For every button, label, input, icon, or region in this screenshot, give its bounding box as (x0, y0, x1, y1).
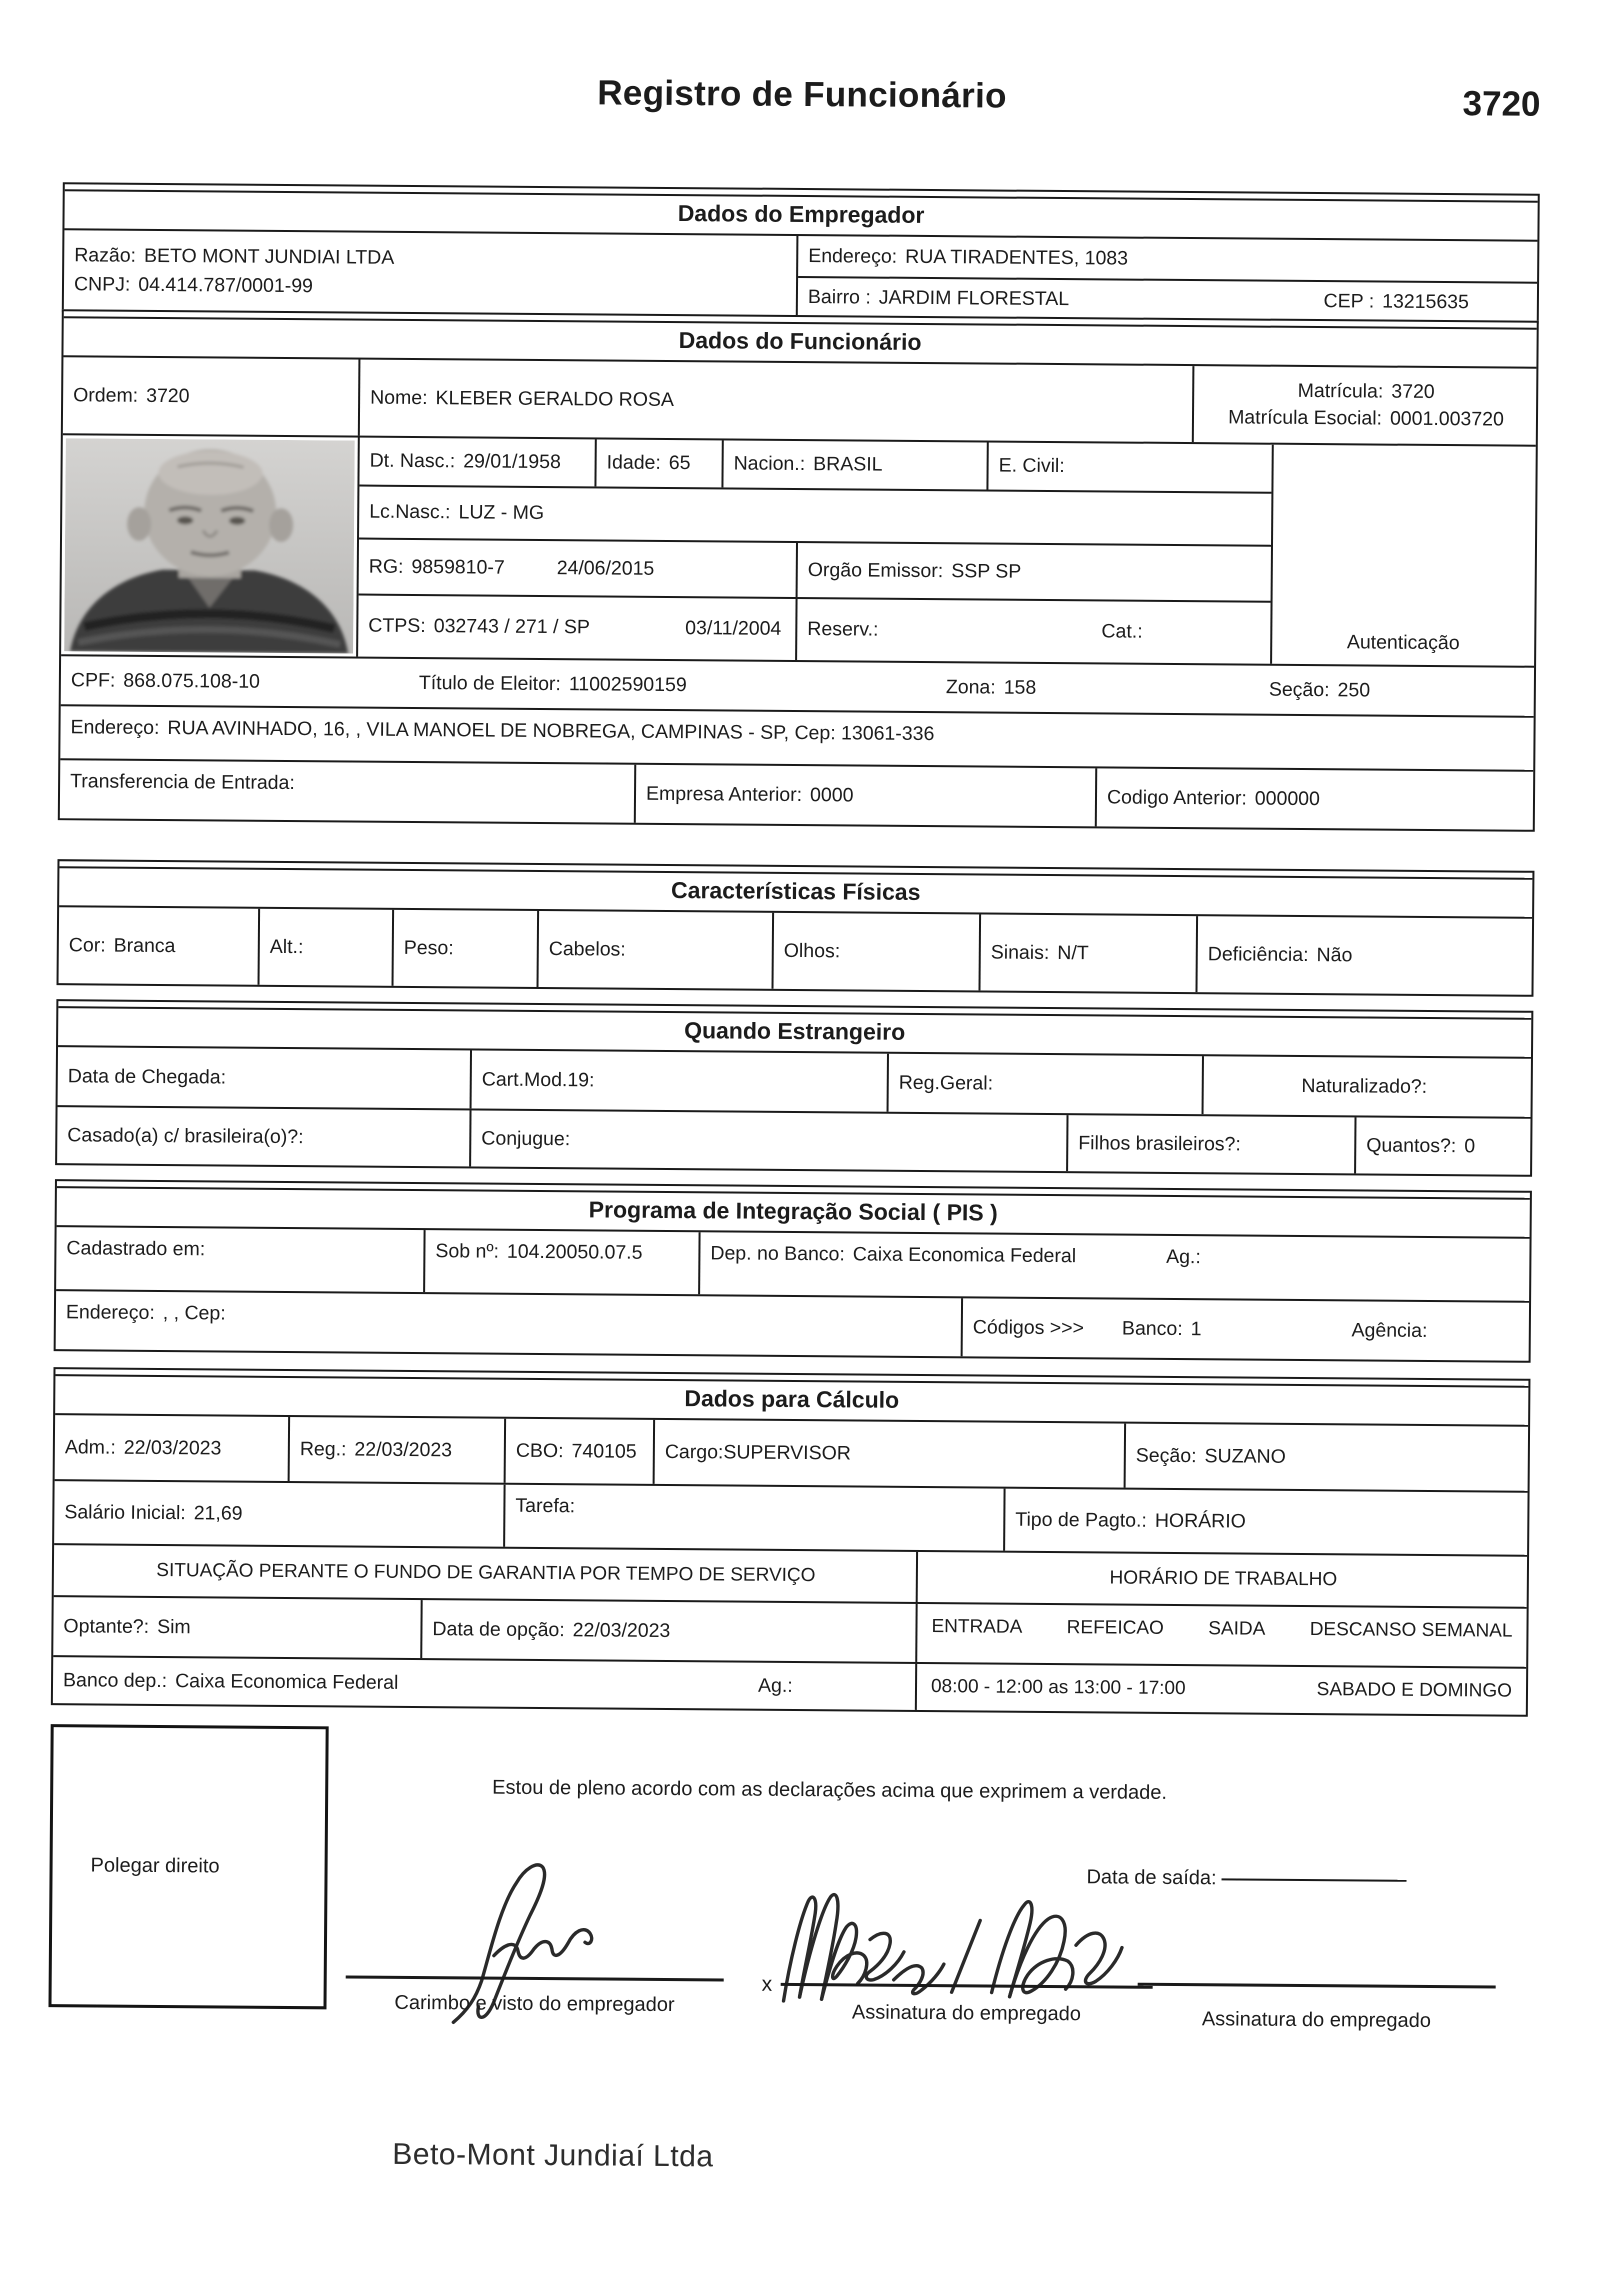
field-dt-nasc: Dt. Nasc.: 29/01/1958 (369, 449, 561, 474)
field-lc-nasc: Lc.Nasc.: LUZ - MG (369, 500, 545, 524)
field-cadastrado-em: Cadastrado em: (66, 1237, 206, 1261)
field-filhos-brasileiros: Filhos brasileiros?: (1066, 1115, 1354, 1173)
field-pis-endereco: Endereço: , , Cep: (65, 1301, 226, 1325)
field-matricula-esocial: Matrícula Esocial: 0001.003720 (1228, 406, 1504, 431)
field-matricula-block (1192, 366, 1537, 445)
field-reservista: Reserv.: (807, 618, 879, 641)
field-razao: Razão: BETO MONT JUNDIAI LTDA (74, 244, 395, 269)
employee-signature (773, 1879, 1129, 2022)
field-sinais: Sinais: N/T (978, 914, 1196, 992)
field-orgao-emissor: Orgão Emissor: SSP SP (796, 543, 1271, 601)
empregador-right-column (796, 236, 1538, 322)
header-refeicao: REFEICAO (1066, 1617, 1164, 1639)
employee-signature-label-1: Assinatura do empregado (851, 2001, 1082, 2026)
data-saida-line (1222, 1878, 1407, 1881)
declaration-text: Estou de pleno acordo com as declarações acima que exprimem a verdade. (492, 1776, 1168, 1804)
section-title-funcionario: Dados do Funcionário (63, 318, 1536, 369)
document-number: 3720 (1462, 84, 1541, 124)
field-ctps: CTPS: 032743 / 271 / SP 03/11/2004 (368, 614, 782, 640)
field-pis-agencia-dep: Ag.: (1166, 1245, 1201, 1269)
field-bairro-cep: Bairro : JARDIM FLORESTAL CEP : 13215635 (798, 276, 1537, 322)
field-empresa-anterior: Empresa Anterior: 0000 (634, 765, 1095, 827)
horario-valores (915, 1664, 1526, 1715)
field-sob-numero: Sob nº: 104.20050.07.5 (423, 1230, 698, 1294)
footer-company-name: Beto-Mont Jundiaí Ltda (392, 2137, 714, 2174)
field-endereco-funcionario: Endereço: RUA AVINHADO, 16, , VILA MANOEL DE NOBREGA, CAMPINAS - SP, Cep: 13061-336 (70, 716, 935, 746)
field-cep: CEP : 13215635 (1323, 289, 1470, 313)
section-title-pis: Programa de Integração Social ( PIS ) (57, 1188, 1530, 1239)
field-naturalizado: Naturalizado?: (1202, 1056, 1531, 1117)
field-cnpj: CNPJ: 04.414.787/0001-99 (73, 273, 314, 298)
field-dep-banco: Dep. no Banco: Caixa Economica Federal Ag.: (698, 1232, 1529, 1301)
codigos-label: Códigos >>> (972, 1315, 1085, 1339)
section-pis (54, 1179, 1532, 1363)
funcionario-mid-grid (356, 438, 1272, 664)
field-endereco-empregador: Endereço: RUA TIRADENTES, 1083 (808, 244, 1129, 270)
field-conjugue: Conjugue: (469, 1110, 1066, 1171)
employee-photo-image (64, 438, 355, 653)
employee-signature-label-2: Assinatura do empregado (1201, 2008, 1432, 2032)
field-altura: Alt.: (258, 909, 393, 986)
employee-photo (61, 435, 358, 656)
field-ctps-data: 03/11/2004 (685, 617, 782, 640)
data-saida-label: Data de saída: (1086, 1866, 1217, 1890)
signature-x-mark: x (761, 1972, 773, 1996)
field-zona: Zona: 158 (945, 676, 1037, 699)
field-data-chegada: Data de Chegada: (67, 1064, 227, 1089)
field-deficiencia: Deficiência: Não (1195, 916, 1532, 995)
horario-trabalho-title: HORÁRIO DE TRABALHO (916, 1552, 1527, 1607)
thumbprint-box (48, 1724, 328, 2009)
field-banco-dep: Banco dep.: Caixa Economica Federal Ag.: (53, 1657, 915, 1710)
header-entrada: ENTRADA (931, 1616, 1023, 1638)
thumbprint-label: Polegar direito (90, 1854, 220, 1878)
field-rg: RG: 9859810-7 24/06/2015 (368, 555, 655, 580)
field-nome: Nome: KLEBER GERALDO ROSA (358, 360, 1193, 443)
field-idade: Idade: 65 (594, 439, 721, 487)
field-cart-mod19: Cart.Mod.19: (470, 1050, 887, 1111)
field-salario-inicial: Salário Inicial: 21,69 (64, 1500, 243, 1525)
field-rg-data: 24/06/2015 (556, 556, 655, 580)
section-quando-estrangeiro (55, 999, 1533, 1177)
field-peso: Peso: (392, 910, 538, 987)
section-title-empregador: Dados do Empregador (64, 191, 1537, 242)
field-cbo: CBO: 740105 (504, 1419, 653, 1484)
field-nacionalidade: Nacion.: BRASIL (721, 440, 986, 489)
field-matricula: Matrícula: 3720 (1297, 379, 1435, 403)
header-saida: SAIDA (1208, 1618, 1266, 1640)
section-title-calculo: Dados para Cálculo (55, 1376, 1528, 1427)
field-optante: Optante?: Sim (63, 1614, 191, 1638)
field-admissao: Adm.: 22/03/2023 (64, 1435, 222, 1459)
employer-signature-label: Carimbo e visto do empregador (394, 1991, 675, 2017)
field-razao-cnpj (64, 230, 797, 316)
field-tipo-pagto: Tipo de Pagto.: HORÁRIO (1003, 1489, 1527, 1555)
autenticacao-box: Autenticação (1270, 445, 1536, 666)
field-cabelos: Cabelos: (537, 911, 773, 989)
horario-headers (915, 1604, 1526, 1667)
field-codigos (961, 1298, 1529, 1360)
field-olhos: Olhos: (772, 913, 980, 991)
field-reserv-cat (795, 599, 1270, 664)
section-dados-funcionario (58, 309, 1539, 832)
field-banco-dep-agencia: Ag.: (757, 1674, 793, 1697)
field-agencia-codigo: Agência: (1351, 1318, 1428, 1342)
field-cargo: Cargo: SUPERVISOR (653, 1420, 1124, 1488)
field-ordem: Ordem: 3720 (73, 383, 190, 407)
section-title-estrangeiro: Quando Estrangeiro (58, 1008, 1531, 1059)
field-quantos: Quantos?: 0 (1354, 1117, 1530, 1174)
horario-turnos: 08:00 - 12:00 as 13:00 - 17:00 (930, 1676, 1186, 1700)
field-categoria: Cat.: (1101, 620, 1143, 643)
section-caracteristicas-fisicas (57, 859, 1535, 997)
field-banco-codigo: Banco: 1 (1121, 1317, 1202, 1340)
field-reg-geral: Reg.Geral: (887, 1054, 1202, 1114)
descanso-valor: SABADO E DOMINGO (1316, 1679, 1513, 1702)
field-codigo-anterior: Codigo Anterior: 000000 (1095, 768, 1533, 829)
section-dados-calculo (51, 1367, 1531, 1717)
page-title: Registro de Funcionário (597, 73, 1007, 116)
section-dados-empregador (62, 182, 1540, 324)
field-casado-brasileira: Casado(a) c/ brasileira(o)?: (67, 1123, 304, 1148)
field-estado-civil: E. Civil: (986, 442, 1271, 491)
fgts-title: SITUAÇÃO PERANTE O FUNDO DE GARANTIA POR TEMPO DE SERVIÇO (156, 1559, 816, 1587)
field-titulo-eleitor: Título de Eleitor: 11002590159 (418, 672, 687, 697)
section-title-caracteristicas: Características Físicas (59, 868, 1532, 919)
field-secao-eleitoral: Seção: 250 (1268, 678, 1371, 702)
field-cor: Cor: Branca (68, 933, 176, 957)
field-data-opcao: Data de opção: 22/03/2023 (420, 1600, 915, 1662)
field-tarefa: Tarefa: (503, 1485, 1003, 1551)
field-cpf: CPF: 868.075.108-10 (70, 669, 261, 693)
field-registro: Reg.: 22/03/2023 (288, 1417, 504, 1483)
employee-signature-line-2 (1138, 1983, 1496, 1989)
field-secao-trabalho: Seção: SUZANO (1124, 1424, 1528, 1491)
header-descanso-semanal: DESCANSO SEMANAL (1309, 1619, 1513, 1642)
field-transferencia: Transferencia de Entrada: (70, 770, 295, 795)
